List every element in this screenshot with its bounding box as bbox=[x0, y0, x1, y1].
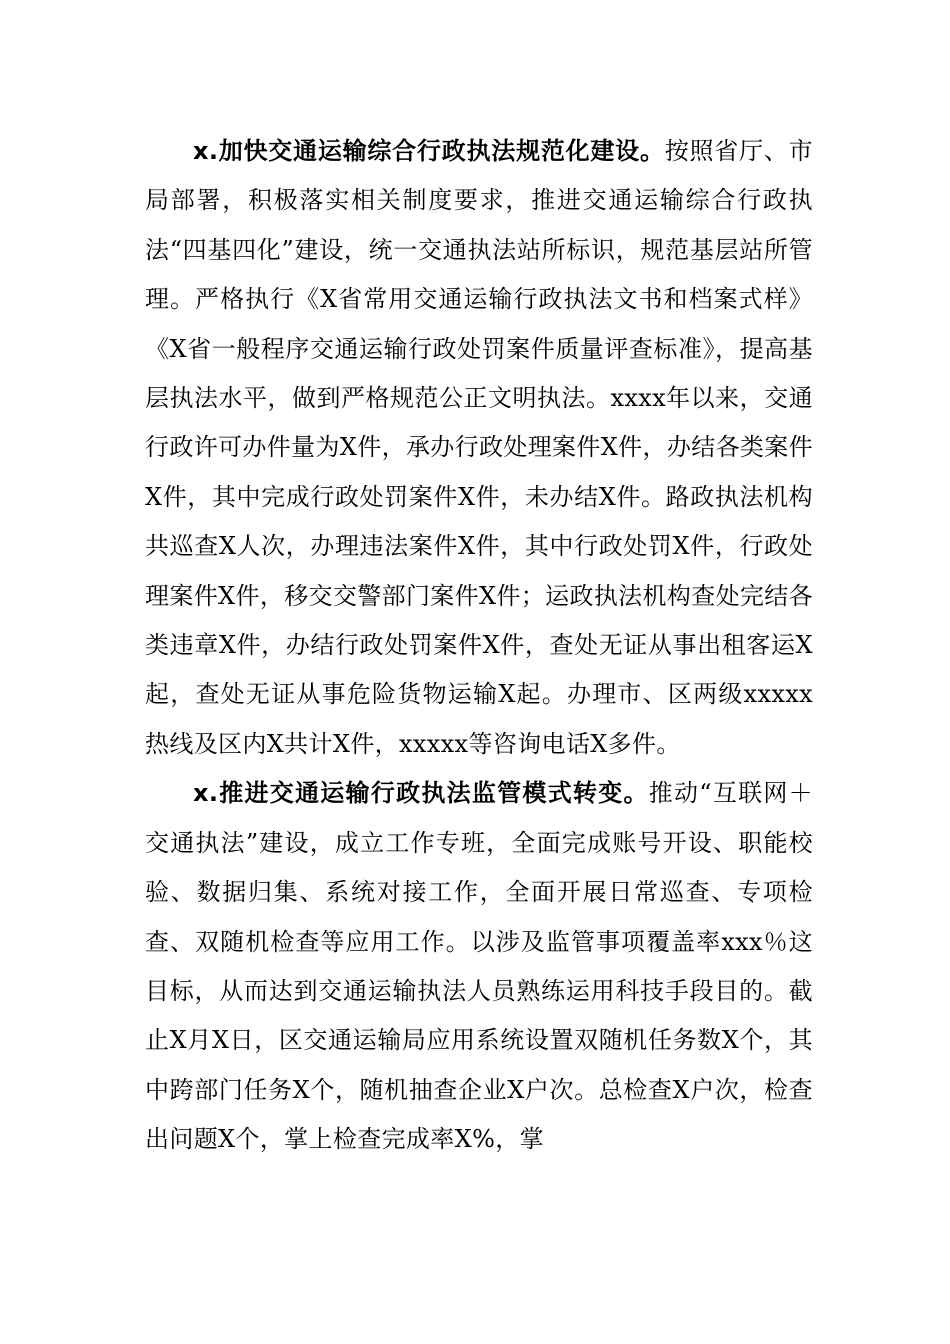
paragraph-text: 推动“互联网＋交通执法”建设，成立工作专班，全面完成账号开设、职能校验、数据归集、系统对接工作，全面开展日常巡查、专项检查、双随机检查等应用工作。以涉及监管事项覆盖率xxx％这目标，从而达到交通运输执法人员熟练运用科技手段目的。截止X月X日，区交通运输局应用系统设置双随机任务数X个，其中跨部门任务X个，随机抽查企业X户次。总检查X户次，检查出问题X个，掌上检查完成率X%，掌 bbox=[145, 779, 813, 1154]
paragraph-law-enforcement-standardization bbox=[145, 127, 813, 769]
paragraph-heading: x.加快交通运输综合行政执法规范化建设。 bbox=[193, 137, 665, 165]
paragraph-supervision-mode-transformation bbox=[145, 769, 813, 1164]
paragraph-text: 按照省厅、市局部署，积极落实相关制度要求，推进交通运输综合行政执法“四基四化”建设，统一交通执法站所标识，规范基层站所管理。严格执行《X省常用交通运输行政执法文书和档案式样》《X省一般程序交通运输行政处罚案件质量评查标准》，提高基层执法水平，做到严格规范公正文明执法。xxxx年以来，交通行政许可办件量为X件，承办行政处理案件X件，办结各类案件X件，其中完成行政处罚案件X件，未办结X件。路政执法机构共巡查X人次，办理违法案件X件，其中行政处罚X件，行政处理案件X件，移交交警部门案件X件；运政执法机构查处完结各类违章X件，办结行政处罚案件X件，查处无证从事出租客运X起，查处无证从事危险货物运输X起。办理市、区两级xxxxx热线及区内X共计X件，xxxxx等咨询电话X多件。 bbox=[145, 137, 813, 758]
paragraph-heading: x.推进交通运输行政执法监管模式转变。 bbox=[193, 779, 649, 808]
document-body bbox=[145, 127, 813, 1165]
